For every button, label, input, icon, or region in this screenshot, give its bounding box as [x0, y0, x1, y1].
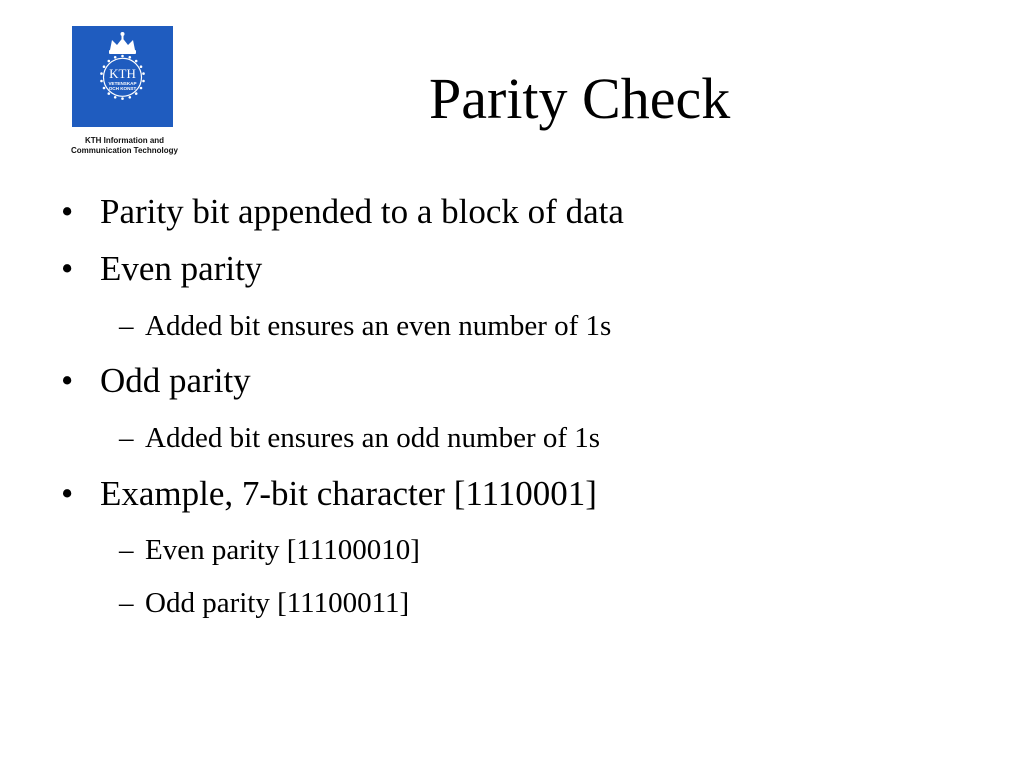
sub-bullet-marker: – [119, 534, 134, 566]
bullet-marker: • [61, 474, 74, 513]
sub-bullet-text: Added bit ensures an even number of 1s [145, 310, 612, 342]
kth-crown-seal-icon [72, 26, 173, 127]
bullet-text: Example, 7-bit character [1110001] [100, 474, 597, 513]
sub-bullet-item [119, 421, 601, 455]
kth-motto-line2: OCH KONST [108, 86, 137, 91]
sub-bullet-text: Odd parity [11100011] [145, 587, 410, 619]
bullet-text: Parity bit appended to a block of data [100, 192, 624, 231]
logo-caption-line2: Communication Technology [71, 146, 178, 155]
sub-bullet-marker: – [119, 422, 134, 454]
slide-title: Parity Check [429, 66, 731, 131]
bullet-item [61, 192, 624, 232]
kth-emblem [72, 26, 173, 127]
bullet-marker: • [61, 361, 74, 400]
bullet-item [61, 249, 263, 289]
kth-logo [52, 26, 202, 162]
bullet-text: Even parity [100, 249, 263, 288]
kth-motto-line1: VETENSKAP [108, 81, 137, 86]
logo-caption [52, 136, 197, 156]
sub-bullet-marker: – [119, 587, 134, 619]
bullet-marker: • [61, 192, 74, 231]
sub-bullet-marker: – [119, 310, 134, 342]
kth-monogram: KTH [109, 66, 136, 81]
bullet-item [61, 474, 597, 514]
sub-bullet-text: Even parity [11100010] [145, 534, 420, 566]
bullet-item [61, 361, 251, 401]
sub-bullet-item [119, 586, 410, 620]
bullet-text: Odd parity [100, 361, 251, 400]
bullet-marker: • [61, 249, 74, 288]
sub-bullet-item [119, 309, 612, 343]
logo-caption-line1: KTH Information and [84, 136, 165, 145]
sub-bullet-item [119, 533, 420, 567]
sub-bullet-text: Added bit ensures an odd number of 1s [145, 422, 601, 454]
